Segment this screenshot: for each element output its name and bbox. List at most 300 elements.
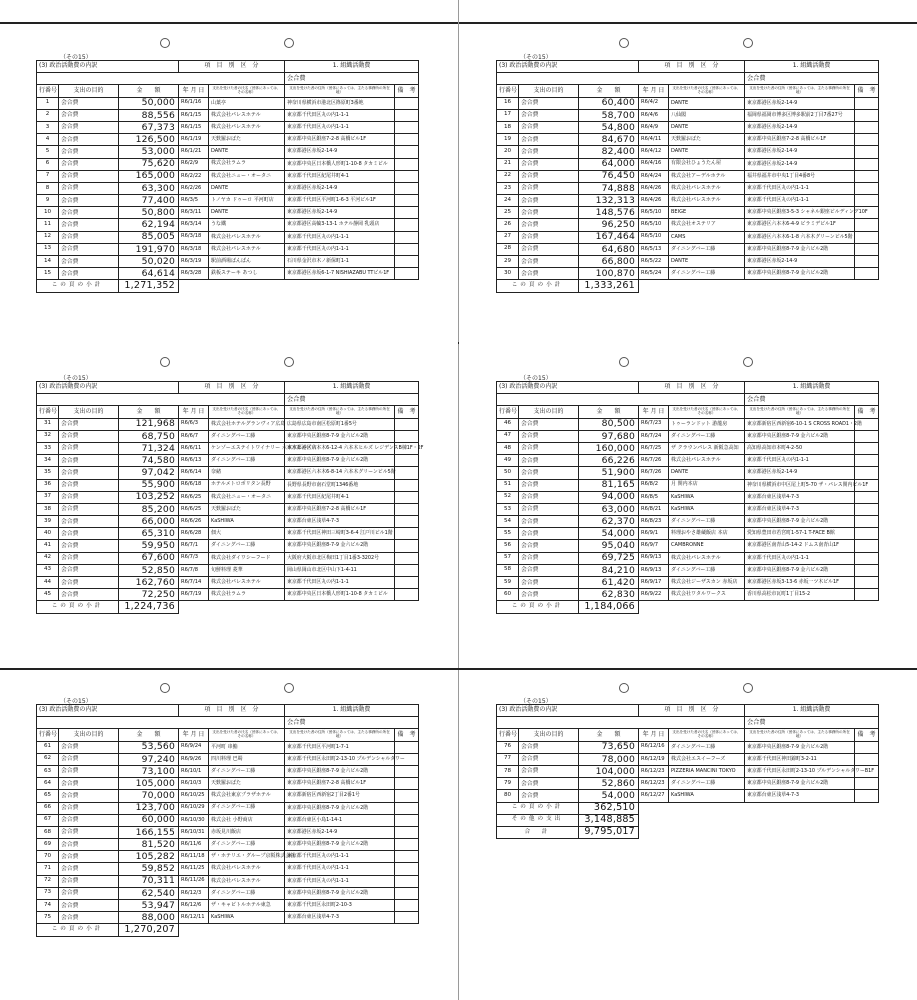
row-number: 30: [497, 268, 519, 280]
payee-cell: ダイニングバー工藤: [669, 741, 745, 753]
page-subtotal-label: この頁の小計: [37, 924, 119, 936]
payee-cell: 山葉亭: [209, 97, 285, 109]
purpose-cell: 会合費: [59, 814, 119, 826]
address-header: 支出を受けた者の住所（団体にあっては、主たる事務所の所在地）: [745, 406, 855, 418]
amount-cell: 50,000: [119, 97, 179, 109]
payee-cell: 天麩羅おばた: [209, 503, 285, 515]
table-row: [497, 97, 879, 109]
row-number: 61: [37, 741, 59, 753]
date-cell: R6/1/19: [179, 134, 209, 146]
binder-hole-icon: [619, 357, 629, 367]
remarks-cell: [855, 540, 879, 552]
payee-cell: 株式会社パレスホテル: [669, 552, 745, 564]
purpose-cell: 会合費: [59, 455, 119, 467]
address-cell: 東京都台東区浅草4-7-3: [285, 516, 395, 528]
date-cell: R6/12/23: [639, 778, 669, 790]
row-number: 77: [497, 753, 519, 765]
payee-cell: 株式会社パレスホテル: [209, 121, 285, 133]
address-cell: 東京都台東区浅草4-7-3: [745, 503, 855, 515]
page-subtotal: [497, 280, 879, 292]
remarks-header: 備 考: [855, 729, 879, 741]
page-subtotal-label: この頁の小計: [37, 280, 119, 292]
address-cell: 東京都新宿区西新宿2丁目2番1号: [285, 790, 395, 802]
date-cell: R6/4/2: [639, 97, 669, 109]
purpose-cell: 会合費: [519, 243, 579, 255]
category-title: 1. 組織活動費: [285, 382, 419, 394]
purpose-cell: 会合費: [519, 516, 579, 528]
address-cell: 東京都中央区銀座8-7-9 金六ビル2階: [285, 887, 395, 899]
table-row: [497, 243, 879, 255]
amount-cell: 94,000: [579, 491, 639, 503]
address-cell: 東京都千代田区神田三崎町3-6-4 江戸川ビル1階: [285, 528, 395, 540]
amount-cell: 53,000: [119, 146, 179, 158]
date-cell: R6/6/7: [179, 430, 209, 442]
binder-hole-icon: [619, 683, 629, 693]
document-page-3: [0, 345, 458, 665]
purpose-cell: 会合費: [59, 826, 119, 838]
payee-cell: 株式会社ラムラ: [209, 589, 285, 601]
date-cell: R6/1/16: [179, 97, 209, 109]
row-number: 80: [497, 790, 519, 802]
item-category-header: 項 目 別 区 分: [179, 705, 285, 717]
address-cell: 長野県長野市南石堂町1346番地: [285, 479, 395, 491]
date-header: 年 月 日: [639, 85, 669, 97]
amount-cell: 63,000: [579, 503, 639, 515]
payee-cell: ダイニングバー工藤: [669, 268, 745, 280]
payee-cell: 奈緒: [209, 467, 285, 479]
payee-cell: KaSHIWA: [669, 790, 745, 802]
purpose-cell: 会合費: [519, 268, 579, 280]
grand-total-label: 合 計: [497, 826, 579, 838]
table-row: [37, 195, 419, 207]
page-subtotal: [37, 280, 419, 292]
row-number: 43: [37, 564, 59, 576]
date-cell: R6/2/22: [179, 170, 209, 182]
address-cell: 東京都台東区小島1-14-1: [285, 814, 395, 826]
blank-cell: [497, 73, 745, 85]
address-cell: 東京都千代田区神田錦町3-2-11: [745, 753, 855, 765]
address-cell: 香川県高松市瓦町1丁目15-2: [745, 589, 855, 601]
table-row: [497, 195, 879, 207]
purpose-cell: 会合費: [59, 134, 119, 146]
payee-header: 支出を受けた者の氏名（団体にあっては、その名称）: [209, 85, 285, 97]
purpose-cell: 会合費: [59, 778, 119, 790]
table-row: [37, 109, 419, 121]
payee-cell: 赤坂見川飯店: [209, 826, 285, 838]
remarks-cell: [855, 564, 879, 576]
purpose-cell: 会合費: [519, 577, 579, 589]
address-cell: 東京都中央区銀座7-2-8 高橋ビル1F: [285, 778, 395, 790]
amount-cell: 97,042: [119, 467, 179, 479]
table-row: [497, 479, 879, 491]
address-cell: 高知県高知市本町4-2-50: [745, 442, 855, 454]
payee-cell: ケンゾーエステイトワイナリー 六本木ヒルズ店: [209, 442, 285, 454]
table-row: [37, 256, 419, 268]
address-cell: 大阪府大阪市北区梅田1丁目1番3-3202号: [285, 552, 395, 564]
amount-cell: 62,540: [119, 887, 179, 899]
date-cell: R6/9/1: [639, 528, 669, 540]
remarks-cell: [855, 790, 879, 802]
row-number: 51: [497, 479, 519, 491]
purpose-cell: 会合費: [59, 182, 119, 194]
row-number: 42: [37, 552, 59, 564]
address-cell: 東京都千代田区丸の内1-1-1: [285, 231, 395, 243]
address-cell: 東京都千代田区永田町2-13-10 プルデンシャルタワー: [285, 753, 395, 765]
table-row: [37, 900, 419, 912]
payee-cell: DANTE: [669, 97, 745, 109]
table-row: [37, 268, 419, 280]
purpose-cell: 会合費: [59, 900, 119, 912]
table-row: [37, 121, 419, 133]
row-number: 40: [37, 528, 59, 540]
amount-cell: 68,750: [119, 430, 179, 442]
table-row: [497, 268, 879, 280]
table-row: [37, 577, 419, 589]
purpose-cell: 会合費: [59, 231, 119, 243]
table-row: [37, 912, 419, 924]
address-cell: 東京都港区赤坂2-14-9: [285, 826, 395, 838]
page-label: （その15）: [520, 54, 552, 61]
row-number: 73: [37, 887, 59, 899]
address-cell: 東京都千代田区丸の内1-1-1: [285, 577, 395, 589]
payee-cell: 四川料理 巴蜀: [209, 753, 285, 765]
table-row: [497, 170, 879, 182]
purpose-cell: 会合費: [59, 741, 119, 753]
table-row: [497, 577, 879, 589]
row-number: 20: [497, 146, 519, 158]
date-cell: R6/4/12: [639, 146, 669, 158]
table-row: [497, 121, 879, 133]
amount-cell: 65,310: [119, 528, 179, 540]
payee-cell: 株式会社パレスホテル: [669, 182, 745, 194]
table-row: [497, 109, 879, 121]
purpose-cell: 会合費: [59, 589, 119, 601]
amount-cell: 53,560: [119, 741, 179, 753]
table-row: [37, 765, 419, 777]
date-cell: R6/2/26: [179, 182, 209, 194]
address-cell: 東京都千代田区丸の内1-1-1: [745, 552, 855, 564]
page-subtotal-label: この頁の小計: [37, 601, 119, 613]
table-row: [37, 158, 419, 170]
row-number: 8: [37, 182, 59, 194]
page-subtotal-label: この頁の小計: [497, 802, 579, 814]
row-number: 45: [37, 589, 59, 601]
category-value: 会合費: [285, 73, 419, 85]
page-subtotal-value: 1,224,736: [119, 601, 179, 613]
row-number: 22: [497, 170, 519, 182]
table-row: [497, 219, 879, 231]
binder-hole-icon: [160, 38, 170, 48]
payee-cell: ダイニングバー工藤: [669, 778, 745, 790]
table-row: [497, 516, 879, 528]
amount-cell: 132,313: [579, 195, 639, 207]
date-cell: R6/12/16: [639, 741, 669, 753]
table-row: [37, 552, 419, 564]
amount-cell: 84,210: [579, 564, 639, 576]
purpose-cell: 会合費: [519, 430, 579, 442]
expense-table: [36, 60, 419, 293]
address-cell: 東京都中央区銀座8-7-9 金六ビル2階: [285, 802, 395, 814]
remarks-cell: [395, 589, 419, 601]
payee-cell: DANTE: [209, 146, 285, 158]
page-label: （その15）: [60, 54, 92, 61]
address-cell: 東京都千代田区平河町1-7-1: [285, 741, 395, 753]
table-row: [37, 455, 419, 467]
category-title: 1. 組織活動費: [285, 705, 419, 717]
amount-cell: 54,000: [579, 790, 639, 802]
date-cell: R6/7/1: [179, 540, 209, 552]
remarks-cell: [395, 503, 419, 515]
expense-table: [496, 381, 879, 614]
purpose-cell: 会合費: [519, 589, 579, 601]
document-page-1: [0, 26, 458, 346]
payee-cell: 株式会社パレスホテル: [209, 863, 285, 875]
address-cell: 東京都港区六本木6-8-14 六本木グリーンビル5階: [285, 467, 395, 479]
document-page-5: [0, 671, 458, 991]
amount-cell: 78,000: [579, 753, 639, 765]
row-number: 58: [497, 564, 519, 576]
remarks-cell: [855, 195, 879, 207]
purpose-cell: 会合費: [519, 503, 579, 515]
payee-header: 支出を受けた者の氏名（団体にあっては、その名称）: [669, 85, 745, 97]
address-cell: 東京都千代田区丸の内1-1-1: [285, 875, 395, 887]
purpose-cell: 会合費: [59, 802, 119, 814]
section-title: (3) 政治活動費の内訳: [497, 705, 639, 717]
remarks-cell: [855, 516, 879, 528]
amount-cell: 126,500: [119, 134, 179, 146]
payee-cell: 株式会社ホテルグランヴィア広島: [209, 418, 285, 430]
row-number: 70: [37, 851, 59, 863]
row-number: 31: [37, 418, 59, 430]
date-cell: R6/5/22: [639, 256, 669, 268]
table-row: [497, 528, 879, 540]
purpose-cell: 会合費: [519, 207, 579, 219]
amount-cell: 165,000: [119, 170, 179, 182]
row-number: 54: [497, 516, 519, 528]
remarks-cell: [395, 231, 419, 243]
table-row: [37, 479, 419, 491]
purpose-cell: 会合費: [59, 479, 119, 491]
date-cell: R6/1/15: [179, 121, 209, 133]
payee-cell: DANTE: [209, 207, 285, 219]
date-cell: R6/9/7: [639, 540, 669, 552]
table-row: [497, 430, 879, 442]
amount-cell: 50,800: [119, 207, 179, 219]
address-cell: 東京都中央区銀座7-2-8 高橋ビル1F: [745, 134, 855, 146]
amount-cell: 54,000: [579, 528, 639, 540]
remarks-cell: [395, 182, 419, 194]
purpose-cell: 会合費: [519, 109, 579, 121]
amount-cell: 64,000: [579, 158, 639, 170]
date-cell: R6/5/10: [639, 207, 669, 219]
table-row: [37, 418, 419, 430]
payee-cell: 株式会社オステリア: [669, 219, 745, 231]
table-row: [37, 467, 419, 479]
page-subtotal: [497, 601, 879, 613]
row-number: 63: [37, 765, 59, 777]
purpose-header: 支出の目的: [519, 729, 579, 741]
amount-cell: 123,700: [119, 802, 179, 814]
table-row: [497, 182, 879, 194]
category-value: 会合費: [745, 717, 879, 729]
row-number: 79: [497, 778, 519, 790]
amount-cell: 74,580: [119, 455, 179, 467]
date-cell: R6/9/24: [179, 741, 209, 753]
amount-cell: 103,252: [119, 491, 179, 503]
row-number: 38: [37, 503, 59, 515]
page-label: （その15）: [60, 375, 92, 382]
date-cell: R6/4/9: [639, 121, 669, 133]
address-cell: 東京都港区赤坂2-14-9: [745, 97, 855, 109]
amount-cell: 105,282: [119, 851, 179, 863]
date-cell: R6/6/18: [179, 479, 209, 491]
purpose-header: 支出の目的: [59, 85, 119, 97]
payee-cell: 株式会社ジーザスカン 赤坂店: [669, 577, 745, 589]
row-number: 69: [37, 839, 59, 851]
purpose-cell: 会合費: [59, 516, 119, 528]
table-row: [37, 851, 419, 863]
binder-hole-icon: [743, 683, 753, 693]
date-cell: R6/6/28: [179, 528, 209, 540]
payee-cell: BEIGE: [669, 207, 745, 219]
page-subtotal-value: 1,270,207: [119, 924, 179, 936]
date-cell: R6/12/3: [179, 887, 209, 899]
payee-cell: 月 関内本店: [669, 479, 745, 491]
row-number: 3: [37, 121, 59, 133]
address-cell: 東京都千代田区丸の内1-1-1: [285, 121, 395, 133]
date-cell: R6/4/26: [639, 182, 669, 194]
remarks-header: 備 考: [855, 406, 879, 418]
purpose-cell: 会合費: [519, 479, 579, 491]
date-cell: R6/10/1: [179, 765, 209, 777]
remarks-cell: [395, 455, 419, 467]
date-cell: R6/4/24: [639, 170, 669, 182]
table-row: [497, 552, 879, 564]
remarks-cell: [395, 158, 419, 170]
date-cell: R6/4/11: [639, 134, 669, 146]
date-cell: R6/9/13: [639, 564, 669, 576]
expense-table: [496, 60, 879, 293]
table-row: [37, 875, 419, 887]
other-expenses-label: その他の支出: [497, 814, 579, 826]
purpose-cell: 会合費: [59, 887, 119, 899]
table-row: [497, 741, 879, 753]
date-cell: R6/12/23: [639, 765, 669, 777]
table-row: [497, 753, 879, 765]
purpose-cell: 会合費: [519, 146, 579, 158]
remarks-header: 備 考: [855, 85, 879, 97]
payee-cell: 株式会社ラムラ: [209, 158, 285, 170]
section-title: (3) 政治活動費の内訳: [37, 705, 179, 717]
remarks-cell: [855, 741, 879, 753]
row-number: 76: [497, 741, 519, 753]
purpose-cell: 会合費: [59, 577, 119, 589]
remarks-cell: [855, 503, 879, 515]
purpose-header: 支出の目的: [59, 729, 119, 741]
date-cell: R6/11/26: [179, 875, 209, 887]
row-number: 26: [497, 219, 519, 231]
table-row: [37, 839, 419, 851]
amount-cell: 59,852: [119, 863, 179, 875]
date-cell: R6/7/23: [639, 418, 669, 430]
date-header: 年 月 日: [639, 406, 669, 418]
expense-table: [36, 381, 424, 614]
purpose-cell: 会合費: [519, 97, 579, 109]
category-value: 会合費: [285, 717, 419, 729]
address-cell: 東京都台東区浅草4-7-3: [745, 491, 855, 503]
row-number: 75: [37, 912, 59, 924]
remarks-cell: [855, 577, 879, 589]
payee-cell: 天麩羅おばた: [209, 778, 285, 790]
amount-cell: 66,000: [119, 516, 179, 528]
address-cell: 東京都中央区銀座8-7-9 金六ビル2階: [285, 540, 395, 552]
payee-cell: DANTE: [669, 121, 745, 133]
address-cell: 東京都港区南青山5-14-2 ドムス南青山1F: [745, 540, 855, 552]
purpose-header: 支出の目的: [519, 85, 579, 97]
table-row: [37, 442, 419, 454]
payee-cell: KaSHIWA: [209, 516, 285, 528]
payee-cell: 鉄板ステーキ あつし: [209, 268, 285, 280]
row-number-header: 行番号: [37, 85, 59, 97]
purpose-header: 支出の目的: [519, 406, 579, 418]
empty-cell: [639, 601, 879, 613]
table-row: [37, 887, 419, 899]
remarks-cell: [395, 564, 419, 576]
category-value: 会合費: [745, 73, 879, 85]
date-cell: R6/7/26: [639, 455, 669, 467]
amount-header: 金 額: [579, 406, 639, 418]
address-cell: 東京都千代田区丸の内1-1-1: [745, 195, 855, 207]
date-header: 年 月 日: [179, 406, 209, 418]
amount-cell: 95,040: [579, 540, 639, 552]
table-row: [497, 256, 879, 268]
table-row: [497, 503, 879, 515]
row-number: 50: [497, 467, 519, 479]
amount-cell: 64,680: [579, 243, 639, 255]
amount-cell: 73,650: [579, 741, 639, 753]
amount-cell: 71,324: [119, 442, 179, 454]
purpose-cell: 会合費: [59, 430, 119, 442]
purpose-cell: 会合費: [59, 158, 119, 170]
payee-cell: ダイニングバー工藤: [209, 765, 285, 777]
date-cell: R6/3/19: [179, 256, 209, 268]
remarks-cell: [855, 467, 879, 479]
amount-cell: 97,680: [579, 430, 639, 442]
address-cell: 東京都中央区銀座8-7-9 金六ビル2階: [745, 430, 855, 442]
row-number: 15: [37, 268, 59, 280]
row-number: 35: [37, 467, 59, 479]
payee-cell: うな鐵: [209, 219, 285, 231]
row-number-header: 行番号: [37, 406, 59, 418]
amount-cell: 62,830: [579, 589, 639, 601]
payee-header: 支出を受けた者の氏名（団体にあっては、その名称）: [669, 729, 745, 741]
date-cell: R6/11/18: [179, 851, 209, 863]
address-cell: 石川県金沢市木ノ新保町1-1: [285, 256, 395, 268]
table-row: [497, 134, 879, 146]
item-category-header: 項 目 別 区 分: [639, 705, 745, 717]
remarks-cell: [395, 765, 419, 777]
address-header: 支出を受けた者の住所（団体にあっては、主たる事務所の所在地）: [745, 729, 855, 741]
remarks-cell: [395, 875, 419, 887]
remarks-cell: [395, 134, 419, 146]
amount-cell: 62,370: [579, 516, 639, 528]
row-number: 56: [497, 540, 519, 552]
purpose-cell: 会合費: [59, 418, 119, 430]
payee-cell: 株式会社パレスホテル: [209, 243, 285, 255]
payee-cell: ホテルメトロポリタン長野: [209, 479, 285, 491]
purpose-cell: 会合費: [519, 741, 579, 753]
row-number: 55: [497, 528, 519, 540]
